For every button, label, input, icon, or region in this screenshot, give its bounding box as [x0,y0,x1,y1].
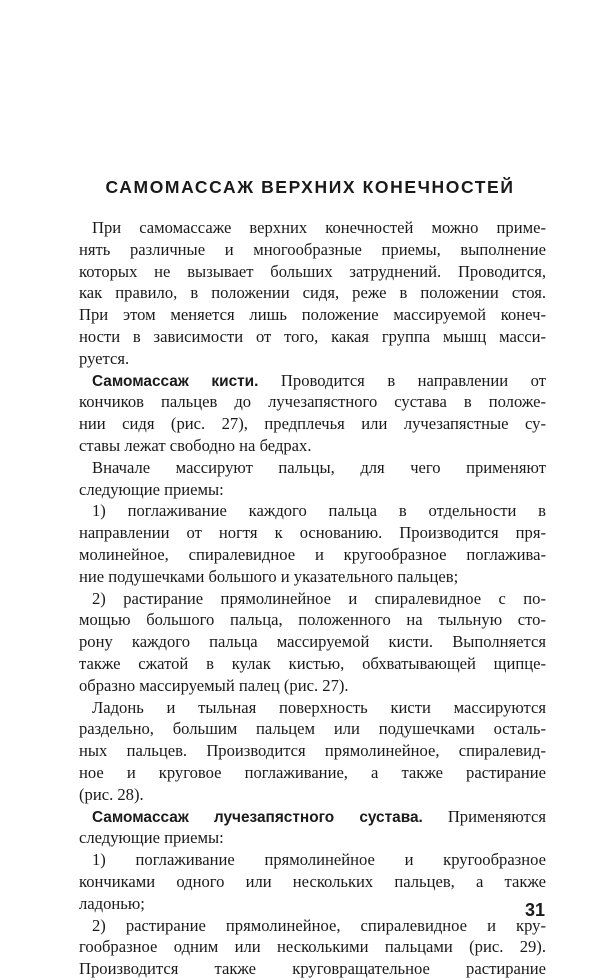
subheading-wrist: Самомассаж лучезапястного сустава. [92,808,423,826]
text-line: мощью большого пальца, положенного на тыльную сто- [79,610,546,630]
text-fragment: Проводится в направлении от [258,370,546,390]
text-line: следующие приемы: [79,479,224,499]
text-line: Производится также круговращательное растирание [79,959,546,979]
text-line: рону каждого пальца массируемой кисти. Выполняется [79,632,546,652]
text-line: нии сидя (рис. 27), предплечья или лучезапястные су- [79,414,546,434]
text-line: как правило, в положении сидя, реже в положении стоя. [79,283,546,303]
text-line [79,370,546,392]
text-line: При этом меняется лишь положение массируемой конеч- [79,305,546,325]
text-line: ладонью; [79,893,145,913]
text-line: 2) растирание прямолинейное и спиралевидное с по- [92,588,546,608]
text-line: 2) растирание прямолинейное, спиралевидное и кру- [92,915,546,935]
text-line: ставы лежат свободно на бедрах. [79,435,312,455]
text-line [79,806,546,828]
text-line: 1) поглаживание прямолинейное и кругообразное [92,850,546,870]
text-line: нять различные и многообразные приемы, выполнение [79,239,546,259]
text-line: кончиками одного или нескольких пальцев, а также [79,871,546,891]
text-line: ных пальцев. Производится прямолинейное, спиралевид- [79,741,546,761]
page-number: 31 [524,900,545,920]
text-line: ние подушечками большого и указательного пальцев; [79,566,459,586]
text-line: также сжатой в кулак кистью, обхватывающей щипце- [79,653,546,673]
text-line: Вначале массируют пальцы, для чего применяют [92,457,546,477]
text-line: образно массируемый палец (рис. 27). [79,675,349,695]
text-line: гообразное одним или несколькими пальцами (рис. 29). [79,937,546,957]
section-title: САМОМАССАЖ ВЕРХНИХ КОНЕЧНОСТЕЙ [105,177,515,197]
text-line: раздельно, большим пальцем или подушечками осталь- [79,719,546,739]
text-line: Ладонь и тыльная поверхность кисти массируются [92,697,546,717]
text-line: молинейное, спиралевидное и кругообразное поглажива- [79,544,546,564]
text-line: ное и круговое поглаживание, а также растирание [79,762,546,782]
text-line: следующие приемы: [79,828,224,848]
text-line: (рис. 28). [79,784,144,804]
text-line: 1) поглаживание каждого пальца в отдельности в [92,501,546,521]
text-line: При самомассаже верхних конечностей можно приме- [92,218,546,237]
body-text [79,217,546,980]
text-line: руется. [79,348,130,368]
text-line: кончиков пальцев до лучезапястного сустава в положе- [79,392,546,412]
text-line: ности в зависимости от того, какая группа мышц масси- [79,326,546,346]
text-line: направлении от ногтя к основанию. Производится пря- [79,523,546,543]
text-fragment: Применяются [422,806,546,826]
text-line: которых не вызывает больших затруднений. Проводится, [79,261,546,281]
subheading-hand: Самомассаж кисти. [92,372,259,390]
